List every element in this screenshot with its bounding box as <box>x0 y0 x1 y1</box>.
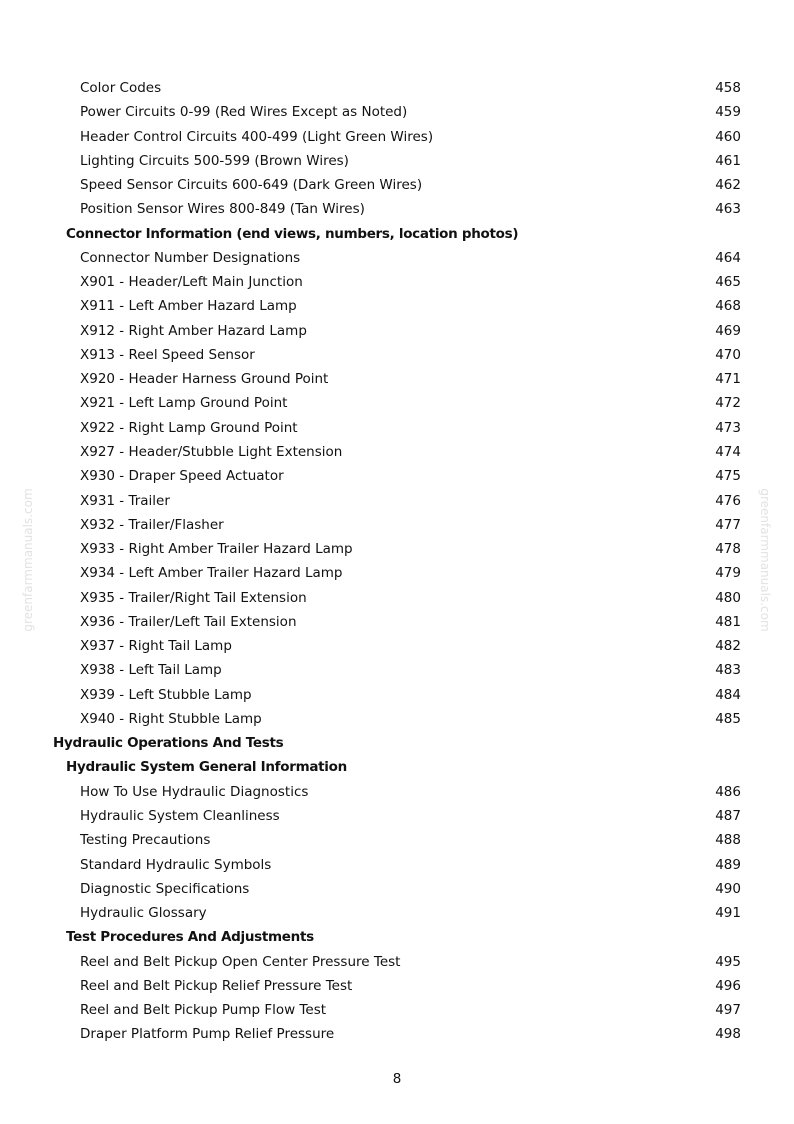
toc-entry[interactable] <box>0 246 794 270</box>
toc-entry[interactable] <box>0 683 794 707</box>
toc-entry-title: Reel and Belt Pickup Open Center Pressure Test <box>80 953 401 970</box>
toc-entry[interactable] <box>0 707 794 731</box>
toc-entry[interactable] <box>0 367 794 391</box>
toc-entry-title: X927 - Header/Stubble Light Extension <box>80 443 343 460</box>
toc-entry-title: X920 - Header Harness Ground Point <box>80 371 329 388</box>
toc-entry-page: 482 <box>715 638 741 655</box>
toc-entry[interactable] <box>0 513 794 537</box>
toc-entry-page: 490 <box>715 880 741 897</box>
toc-entry[interactable] <box>0 853 794 877</box>
toc-entry[interactable] <box>0 634 794 658</box>
toc-entry-page: 476 <box>715 492 741 509</box>
toc-entry-page: 464 <box>715 249 741 266</box>
toc-entry-title: Position Sensor Wires 800-849 (Tan Wires) <box>80 201 365 218</box>
toc-entry[interactable] <box>0 658 794 682</box>
toc-entry[interactable] <box>0 998 794 1022</box>
toc-entry-page: 475 <box>715 468 741 485</box>
toc-entry-page: 496 <box>715 977 741 994</box>
toc-entry-page: 489 <box>715 856 741 873</box>
toc-entry-page: 478 <box>715 541 741 558</box>
toc-entry[interactable] <box>0 270 794 294</box>
toc-entry-page: 487 <box>715 807 741 824</box>
toc-entry-title: Speed Sensor Circuits 600-649 (Dark Green Wires) <box>80 177 423 194</box>
toc-entry[interactable] <box>0 974 794 998</box>
toc-entry-page: 488 <box>715 832 741 849</box>
toc-entry-title: X938 - Left Tail Lamp <box>80 662 222 679</box>
toc-entry-title: X913 - Reel Speed Sensor <box>80 346 255 363</box>
toc-entry[interactable] <box>0 416 794 440</box>
toc-entry-page: 486 <box>715 783 741 800</box>
toc-entry[interactable] <box>0 780 794 804</box>
toc-entry-title: X930 - Draper Speed Actuator <box>80 468 284 485</box>
toc-entry-page: 477 <box>715 516 741 533</box>
toc-entry-title: Color Codes <box>80 80 162 96</box>
toc-section-heading <box>0 222 794 246</box>
toc-entry-title: Header Control Circuits 400-499 (Light Green Wires) <box>80 128 434 145</box>
toc-entry-title: Reel and Belt Pickup Pump Flow Test <box>80 1002 327 1019</box>
toc-entry-page: 480 <box>715 589 741 606</box>
toc-entry-title: X921 - Left Lamp Ground Point <box>80 395 288 412</box>
toc-entry-title: How To Use Hydraulic Diagnostics <box>80 783 309 800</box>
toc-entry-title: X901 - Header/Left Main Junction <box>80 274 303 291</box>
toc-entry-page: 474 <box>715 443 741 460</box>
toc-entry-title: Test Procedures And Adjustments <box>66 929 314 946</box>
toc-entry-title: Hydraulic Operations And Tests <box>53 735 284 752</box>
toc-entry[interactable] <box>0 828 794 852</box>
toc-entry[interactable] <box>0 391 794 415</box>
toc-entry-title: Lighting Circuits 500-599 (Brown Wires) <box>80 152 349 169</box>
page-number: 8 <box>392 1071 402 1087</box>
toc-entry-title: X933 - Right Amber Trailer Hazard Lamp <box>80 541 353 558</box>
toc-entry[interactable] <box>0 804 794 828</box>
toc-entry-page: 458 <box>715 80 741 96</box>
toc-entry[interactable] <box>0 901 794 925</box>
toc-entry[interactable] <box>0 197 794 221</box>
toc-section-heading <box>0 755 794 779</box>
toc-section-heading <box>0 731 794 755</box>
toc-entry-title: X922 - Right Lamp Ground Point <box>80 419 298 436</box>
toc-entry[interactable] <box>0 586 794 610</box>
toc-entry-page: 472 <box>715 395 741 412</box>
toc-entry-page: 471 <box>715 371 741 388</box>
toc-entry-page: 479 <box>715 565 741 582</box>
toc-entry-title: X911 - Left Amber Hazard Lamp <box>80 298 297 315</box>
toc-entry-title: Power Circuits 0-99 (Red Wires Except as Noted) <box>80 104 408 121</box>
toc-entry[interactable] <box>0 537 794 561</box>
toc-entry[interactable] <box>0 125 794 149</box>
toc-section-heading <box>0 925 794 949</box>
toc-entry-title: Connector Number Designations <box>80 249 301 266</box>
toc-entry-title: Standard Hydraulic Symbols <box>80 856 272 873</box>
toc-entry-title: X935 - Trailer/Right Tail Extension <box>80 589 307 606</box>
toc-entry[interactable] <box>0 464 794 488</box>
toc-entry-page: 485 <box>715 710 741 727</box>
toc-entry[interactable] <box>0 1022 794 1046</box>
toc-entry-title: X939 - Left Stubble Lamp <box>80 686 252 703</box>
toc-entry[interactable] <box>0 343 794 367</box>
toc-entry-page: 481 <box>715 613 741 630</box>
toc-entry-page: 497 <box>715 1002 741 1019</box>
toc-entry-title: X940 - Right Stubble Lamp <box>80 710 262 727</box>
toc-entry-page: 491 <box>715 905 741 922</box>
toc-entry-title: Hydraulic System Cleanliness <box>80 807 280 824</box>
toc-entry-title: Hydraulic Glossary <box>80 905 207 922</box>
toc-entry[interactable] <box>0 877 794 901</box>
toc-entry-title: X934 - Left Amber Trailer Hazard Lamp <box>80 565 343 582</box>
toc-entry-title: X912 - Right Amber Hazard Lamp <box>80 322 307 339</box>
toc-entry[interactable] <box>0 173 794 197</box>
toc-entry-page: 495 <box>715 953 741 970</box>
toc-entry[interactable] <box>0 440 794 464</box>
toc-entry-page: 484 <box>715 686 741 703</box>
toc-entry-page: 469 <box>715 322 741 339</box>
toc-entry-title: Hydraulic System General Information <box>66 759 347 776</box>
toc-entry-title: Diagnostic Specifications <box>80 880 250 897</box>
toc-entry-title: Draper Platform Pump Relief Pressure <box>80 1026 335 1043</box>
toc-entry-page: 470 <box>715 346 741 363</box>
toc-entry[interactable] <box>0 610 794 634</box>
toc-entry[interactable] <box>0 294 794 318</box>
table-of-contents <box>0 76 794 1047</box>
toc-entry-page: 483 <box>715 662 741 679</box>
toc-entry-title: Testing Precautions <box>80 832 211 849</box>
toc-entry-page: 459 <box>715 104 741 121</box>
toc-entry-page: 463 <box>715 201 741 218</box>
toc-entry-page: 462 <box>715 177 741 194</box>
toc-entry-title: X936 - Trailer/Left Tail Extension <box>80 613 297 630</box>
toc-entry[interactable] <box>0 149 794 173</box>
toc-entry-title: X937 - Right Tail Lamp <box>80 638 232 655</box>
toc-entry[interactable] <box>0 561 794 585</box>
toc-entry-title: X931 - Trailer <box>80 492 170 509</box>
toc-entry[interactable] <box>0 76 794 100</box>
toc-entry-page: 465 <box>715 274 741 291</box>
toc-entry-page: 460 <box>715 128 741 145</box>
toc-entry-title: Reel and Belt Pickup Relief Pressure Test <box>80 977 353 994</box>
toc-entry-title: X932 - Trailer/Flasher <box>80 516 224 533</box>
toc-entry-page: 473 <box>715 419 741 436</box>
toc-entry-title: Connector Information (end views, numbers, location photos) <box>66 225 519 242</box>
toc-entry-page: 468 <box>715 298 741 315</box>
toc-entry[interactable] <box>0 319 794 343</box>
toc-entry[interactable] <box>0 489 794 513</box>
toc-entry[interactable] <box>0 100 794 124</box>
toc-entry[interactable] <box>0 950 794 974</box>
toc-entry-page: 461 <box>715 152 741 169</box>
toc-entry-page: 498 <box>715 1026 741 1043</box>
